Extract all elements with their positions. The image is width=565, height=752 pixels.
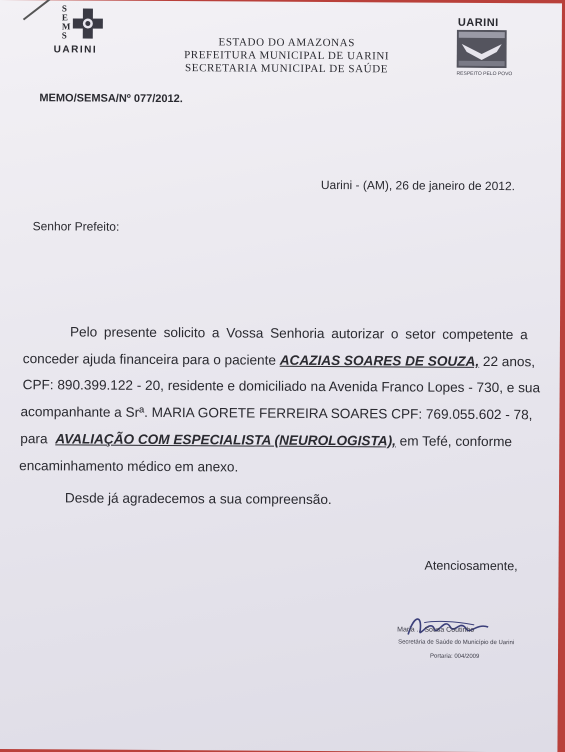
logo-left-name: UARINI — [53, 44, 98, 56]
body-line-2 — [23, 351, 535, 369]
body-line-5a: para — [20, 431, 48, 447]
body-line-5c: em Tefé, conforme — [399, 433, 513, 450]
pen-mark — [23, 0, 51, 20]
body-line-6: encaminhamento médico em anexo. — [19, 458, 239, 475]
body-line-5 — [20, 431, 512, 449]
uarini-logo — [456, 16, 513, 79]
patient-name: ACAZIAS SOARES DE SOUZA, — [279, 352, 480, 369]
body-line-7: Desde já agradecemos a sua compreensão. — [64, 490, 332, 508]
specialist-evaluation: AVALIAÇÃO COM ESPECIALISTA (NEUROLOGISTA), — [55, 431, 396, 449]
signer-name: Maria ... Sousa Coutinho — [397, 626, 475, 634]
header-state: ESTADO DO AMAZONAS — [218, 36, 355, 50]
logo-letter-e: E — [61, 12, 68, 23]
body-line-4: acompanhante a Srª. MARIA GORETE FERREIRA SOARES CPF: 769.055.602 - 78, — [20, 404, 533, 423]
logo-right-motto: RESPEITO PELO POVO — [456, 70, 513, 78]
signer-title: Secretária de Saúde do Município de Uarini — [398, 639, 515, 647]
signer-portaria: Portaria: 004/2009 — [429, 653, 480, 660]
logo-letter-s1: S — [61, 3, 67, 14]
logo-letter-s2: S — [61, 30, 67, 41]
logo-right-name: UARINI — [457, 16, 499, 30]
logo-letter-m: M — [61, 21, 71, 32]
header-secretaria: SECRETARIA MUNICIPAL DE SAÚDE — [185, 62, 389, 76]
salutation: Senhor Prefeito: — [32, 219, 120, 234]
place-date: Uarini - (AM), 26 de janeiro de 2012. — [320, 177, 516, 194]
body-line-3: CPF: 890.399.122 - 20, residente e domiciliado na Avenida Franco Lopes - 730, e sua — [22, 377, 541, 396]
body-line-2a: conceder ajuda financeira para o paciente — [22, 351, 277, 368]
closing: Atenciosamente, — [424, 558, 518, 574]
body-line-2c: 22 anos, — [482, 353, 536, 370]
bird-emblem-icon — [457, 30, 507, 68]
body-line-1: Pelo presente solicito a Vossa Senhoria autorizar o setor competente a — [69, 324, 528, 343]
memo-number: MEMO/SEMSA/Nº 077/2012. — [39, 92, 183, 106]
health-cross-icon — [72, 6, 104, 40]
header-prefeitura: PREFEITURA MUNICIPAL DE UARINI — [184, 49, 390, 63]
sems-logo — [53, 3, 112, 56]
